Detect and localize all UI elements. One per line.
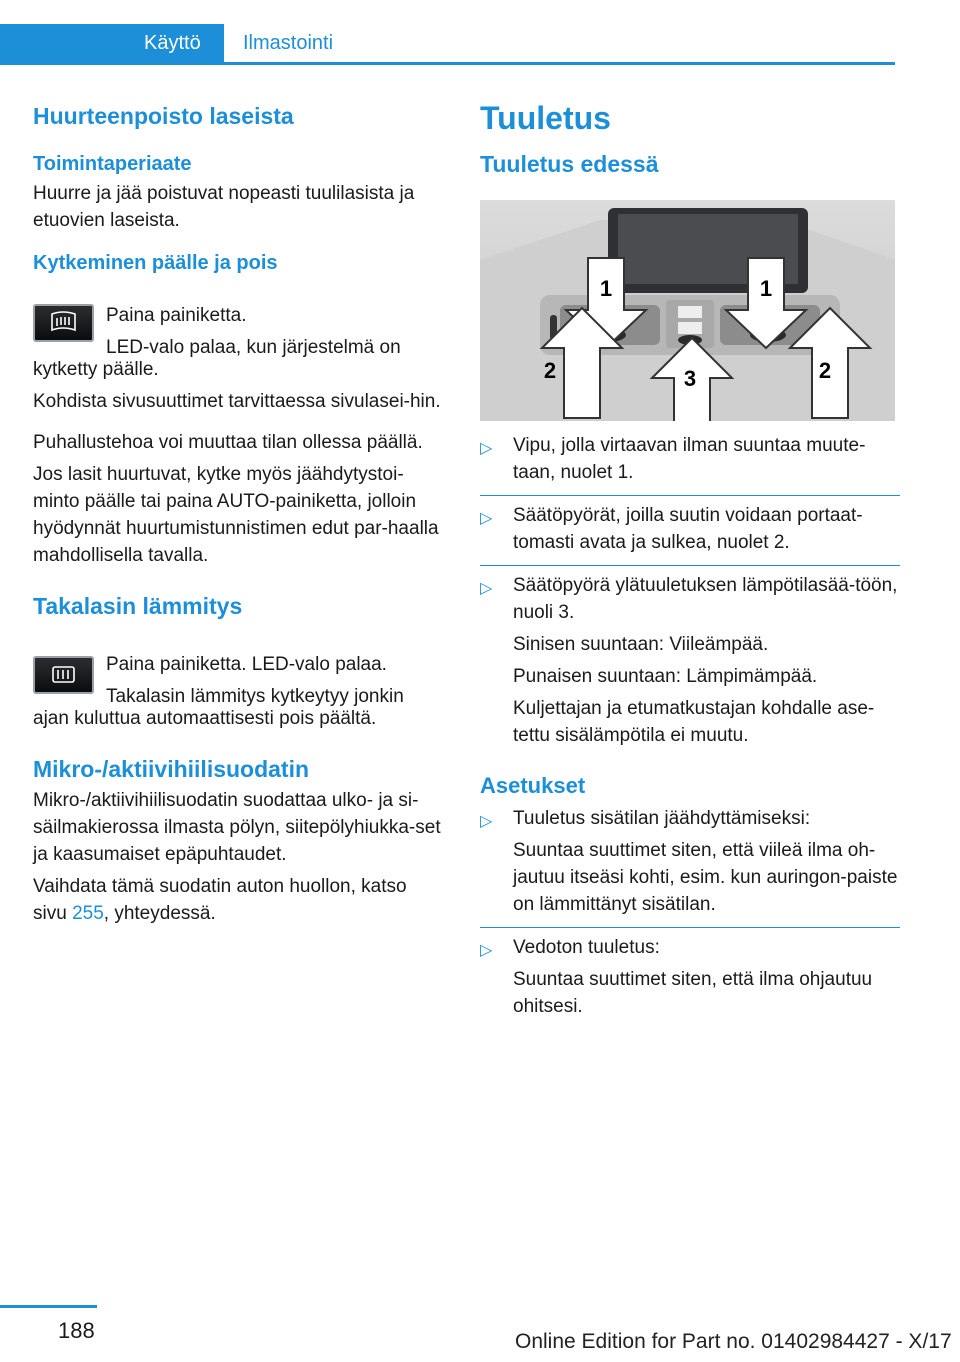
text-fog: Jos lasit huurtuvat, kytke myös jäähdytystoi-minto päälle tai paina AUTO-painiketta, jolloin hyödynnät huurtumistunnistimen edut par-haalla mahdollisella tavalla. (33, 464, 439, 566)
heading-defrost: Huurteenpoisto laseista (33, 103, 294, 129)
figure-label-3: 3 (683, 366, 697, 391)
list-sub-text: Sinisen suuntaan: Viileämpää. (513, 634, 769, 655)
vent-list (480, 432, 900, 1020)
front-defrost-button-icon (33, 304, 94, 342)
text-change-a: Vaihdata tämä suodatin auton huollon, katso (33, 876, 407, 897)
page-header (0, 24, 895, 65)
list-sub-text: Suuntaa suuttimet siten, että ilma ohjautuu ohitsesi. (513, 969, 873, 1017)
heading-settings: Asetukset (480, 773, 586, 798)
list-item: ▷ Tuuletus sisätilan jäähdyttämiseksi: Suuntaa suuttimet siten, että viileä ilma oh-jautuu itseäsi kohti, esim. kun auringon-paiste on lämmittänyt sisätilan. (480, 805, 900, 918)
list-sub-text: Punaisen suuntaan: Lämpimämpää. (513, 666, 818, 687)
figure-label-2b: 2 (818, 358, 832, 383)
heading-principle: Toimintaperiaate (33, 153, 192, 175)
text-rear-1: Paina painiketta. LED-valo palaa. (106, 654, 387, 675)
right-header (480, 100, 900, 178)
footer-edition: Online Edition for Part no. 01402984427 - X/17 (515, 1330, 952, 1353)
tab-ilmastointi[interactable]: Ilmastointi (243, 32, 334, 54)
text-change: sivu 255, yhteydessä. (33, 903, 216, 924)
page-number: 188 (58, 1318, 95, 1343)
heading-front: Tuuletus edessä (480, 151, 659, 177)
text-rear-3: ajan kuluttua automaattisesti pois päältä. (33, 708, 377, 729)
footer-rule (0, 1305, 97, 1308)
heading-onoff: Kytkeminen päälle ja pois (33, 252, 278, 274)
list-item: ▷ Säätöpyörä ylätuuletuksen lämpötilasää-töön, nuoli 3. Sinisen suuntaan: Viileämpää. Punaisen suuntaan: Lämpimämpää. Kuljettajan ja etumatkustajan kohdalle ase-tettu sisälämpötila ei muutu. (480, 565, 900, 749)
list-sub-text: Suuntaa suuttimet siten, että viileä ilma oh-jautuu itseäsi kohti, esim. kun auringon-paiste on lämmittänyt sisätilan. (513, 840, 898, 915)
dashboard-vents-figure (480, 200, 895, 421)
list-item: ▷ Säätöpyörät, joilla suutin voidaan portaat-tomasti avata ja sulkea, nuolet 2. (480, 495, 900, 556)
onoff-text-block (106, 302, 446, 361)
heading-vent: Tuuletus (480, 100, 611, 136)
text-led-2: kytketty päälle. (33, 359, 159, 380)
figure-label-1a: 1 (599, 276, 613, 301)
left-column (33, 103, 443, 275)
text-press: Paina painiketta. (106, 305, 247, 326)
text-principle: Huurre ja jää poistuvat nopeasti tuulilasista ja etuovien laseista. (33, 183, 415, 231)
rear-window-heating-button-icon (33, 656, 94, 694)
text-rear-2: Takalasin lämmitys kytkeytyy jonkin (106, 686, 404, 707)
heading-filter: Mikro-/aktiivihiilisuodatin (33, 756, 310, 782)
list-item: ▷ Vipu, jolla virtaavan ilman suuntaa muute-taan, nuolet 1. (480, 435, 866, 483)
filter-block (33, 705, 443, 927)
tab-kaytto[interactable]: Käyttö (0, 24, 224, 62)
text-blower: Puhallustehoa voi muuttaa tilan ollessa päällä. (33, 432, 423, 453)
list-item: ▷ Vedoton tuuletus: Suuntaa suuttimet siten, että ilma ohjautuu ohitsesi. (480, 927, 900, 1020)
rear-text-block (106, 651, 446, 710)
text-led: LED-valo palaa, kun järjestelmä on (106, 337, 401, 358)
figure-label-2a: 2 (543, 358, 557, 383)
list-sub-text: Kuljettajan ja etumatkustajan kohdalle ase-tettu sisälämpötila ei muutu. (513, 698, 875, 746)
figure-label-1b: 1 (759, 276, 773, 301)
page-link[interactable]: 255 (72, 903, 104, 924)
heading-rear: Takalasin lämmitys (33, 593, 243, 619)
text-filter: Mikro-/aktiivihiilisuodatin suodattaa ulko- ja si-säilmakierossa ilmasta pölyn, siitepölyhiukka-set ja kaasumaiset epäpuhtaudet. (33, 790, 441, 865)
text-side: Kohdista sivusuuttimet tarvittaessa sivulasei-hin. (33, 391, 441, 412)
defrost-body (33, 356, 443, 620)
